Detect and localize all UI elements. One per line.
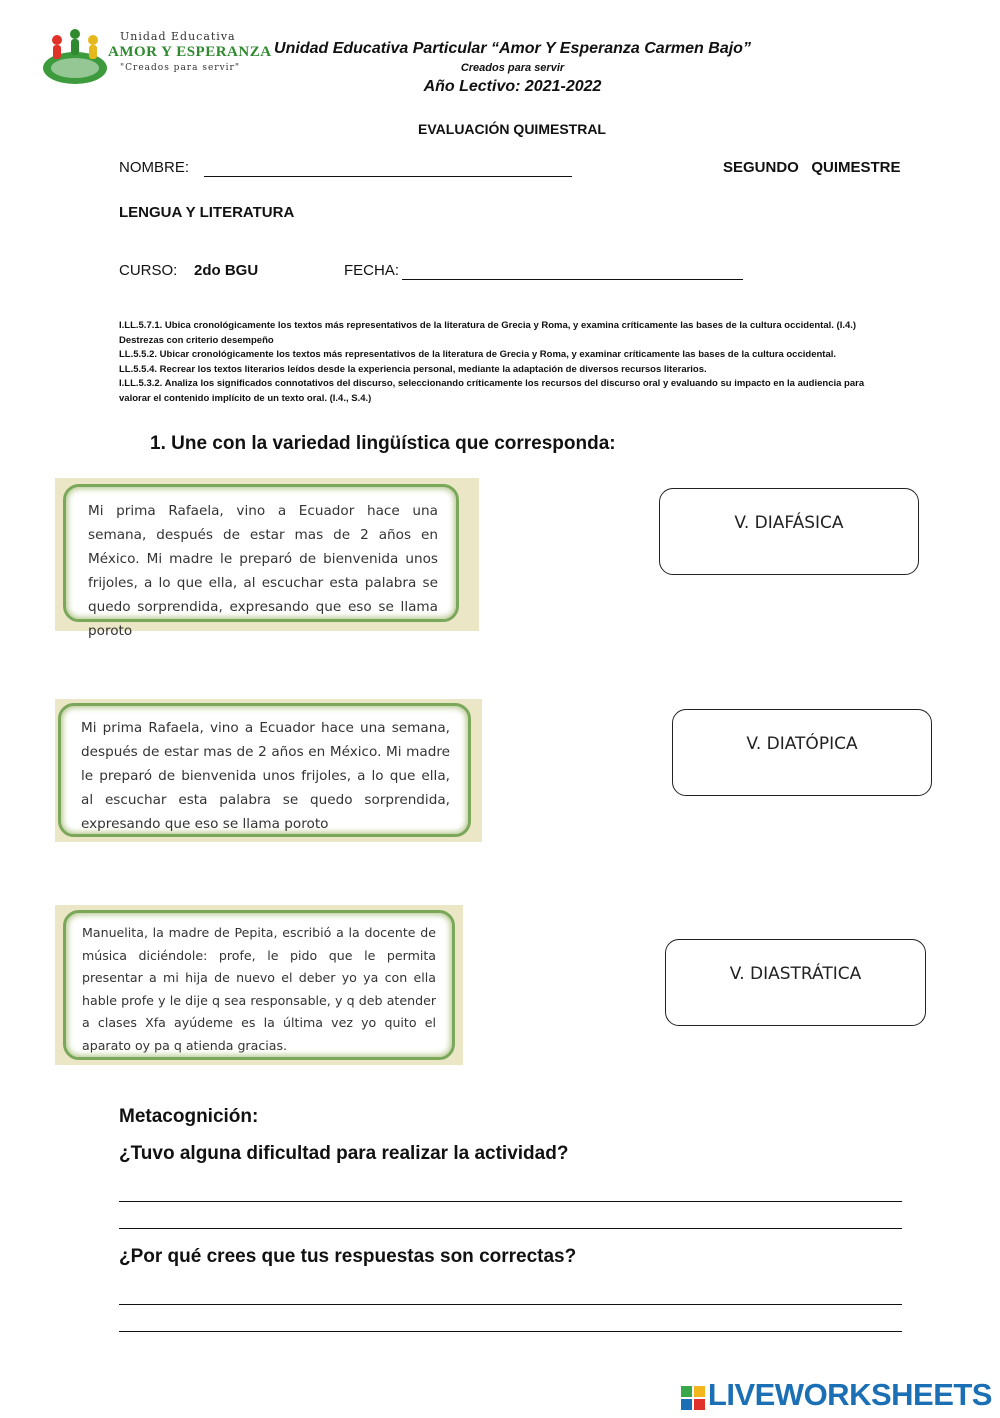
option-diatopica[interactable]: V. DIATÓPICA (672, 709, 932, 796)
text-card-3-content: Manuelita, la madre de Pepita, escribió a la docente de música diciéndole: profe, le pido que le permita presentar a mi hija de nuevo el deber yo ya con ella hable profe y le dije q sea responsable, y q deb atender a clases Xfa ayúdeme es la última vez yo quito el aparato oy pa q atienda gracias. (82, 925, 436, 1053)
text-card-2-content: Mi prima Rafaela, vino a Ecuador hace una semana, después de estar mas de 2 años en México. Mi madre le preparó de bienvenida unos frijoles, a lo que ella, al escuchar esta palabra se quedo sorprendida, expresando que eso se llama poroto (81, 720, 450, 832)
logo-line2: AMOR Y ESPERANZA (108, 44, 272, 60)
indicator-text: LL.5.5.2. Ubicar cronológicamente los textos más representativos de la literatura de Grecia y Roma, y examinar críticamente las bases de la cultura occidental. (119, 349, 837, 360)
date-field[interactable] (402, 279, 743, 280)
metacognition-question-1: ¿Tuvo alguna dificultad para realizar la actividad? (119, 1143, 569, 1164)
text-card-1[interactable] (55, 478, 479, 639)
indicator-text: I.LL.5.7.1. Ubica cronológicamente los textos más representativos de la literatura de Grecia y Roma, y examina críticamente las bases de la cultura occidental. (I.4.) (119, 320, 857, 331)
term-label: SEGUNDO QUIMESTRE (723, 159, 901, 176)
answer-line-1a[interactable] (119, 1201, 902, 1202)
metacognition-title: Metacognición: (119, 1106, 259, 1127)
indicator-text: I.LL.5.3.2. Analiza los significados connotativos del discurso, seleccionando críticamente los recursos del discurso oral y evaluando su impacto en la audiencia para valorar el contenido implícito de un texto oral. (I.4., S.4.) (119, 378, 865, 404)
date-label: FECHA: (344, 262, 400, 279)
indicator-text: Destrezas con criterio desempeño (119, 334, 274, 346)
name-field[interactable] (204, 176, 572, 177)
text-card-1-content: Mi prima Rafaela, vino a Ecuador hace una semana, después de estar mas de 2 años en México. Mi madre le preparó de bienvenida unos frijoles, a lo que ella, al escuchar esta palabra se quedo sorprendida, expresando que eso se llama poroto (88, 503, 438, 639)
name-label: NOMBRE: (119, 159, 190, 176)
subject-label: LENGUA Y LITERATURA (119, 204, 295, 221)
logo-line3: "Creados para servir" (120, 63, 240, 73)
answer-line-2b[interactable] (119, 1331, 902, 1332)
answer-line-1b[interactable] (119, 1228, 902, 1229)
exam-title: EVALUACIÓN QUIMESTRAL (418, 121, 606, 137)
indicators-block (119, 319, 894, 406)
school-name: Unidad Educativa Particular “Amor Y Esperanza Carmen Bajo” (274, 40, 751, 57)
question-1-title: 1. Une con la variedad lingüística que corresponda: (150, 433, 616, 454)
liveworksheets-logo-icon (681, 1382, 705, 1406)
logo-globe-icon (40, 26, 110, 88)
option-diafasica[interactable]: V. DIAFÁSICA (659, 488, 919, 575)
option-diastratica[interactable]: V. DIASTRÁTICA (665, 939, 926, 1026)
indicator-text: LL.5.5.4. Recrear los textos literarios leídos desde la experiencia personal, mediante la adaptación de diversos recursos literarios. (119, 363, 707, 375)
text-card-2[interactable] (55, 699, 482, 842)
answer-line-2a[interactable] (119, 1304, 902, 1305)
course-label: CURSO: (119, 262, 178, 279)
logo-line1: Unidad Educativa (120, 30, 236, 43)
metacognition-question-2: ¿Por qué crees que tus respuestas son correctas? (119, 1246, 577, 1267)
school-motto: Creados para servir (460, 62, 565, 74)
course-value: 2do BGU (194, 262, 259, 279)
school-year: Año Lectivo: 2021-2022 (423, 78, 602, 95)
watermark-text: LIVEWORKSHEETS (707, 1377, 992, 1412)
text-card-3[interactable] (55, 905, 463, 1065)
liveworksheets-watermark (681, 1377, 992, 1413)
